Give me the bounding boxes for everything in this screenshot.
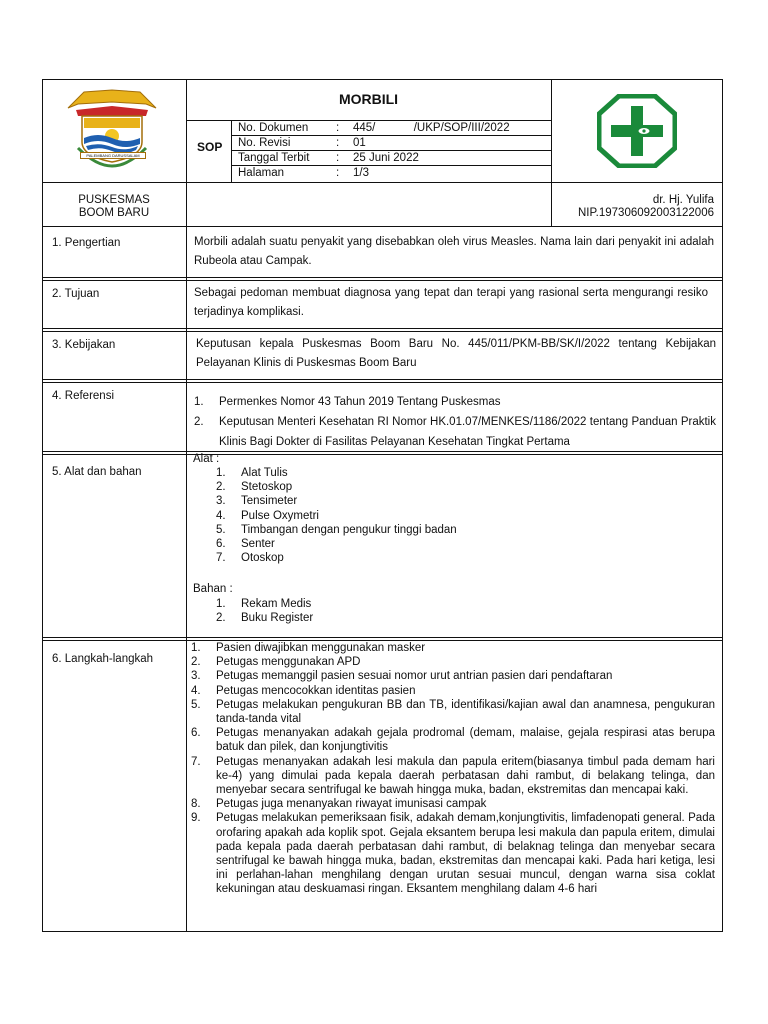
signer-name: dr. Hj. Yulifa xyxy=(652,194,714,206)
tujuan-text: Sebagai pedoman membuat diagnosa yang tepat dan terapi yang rasional serta mengurangi resiko terjadinya komplikasi. xyxy=(194,287,708,318)
signer xyxy=(552,194,714,219)
meta-sep-halaman: : xyxy=(336,167,340,179)
list-item: 3. Tensimeter xyxy=(216,495,298,508)
list-item: 1. Rekam Medis xyxy=(216,598,312,610)
meta-sep-dokumen: : xyxy=(336,122,340,134)
meta-sep-revisi: : xyxy=(336,137,340,149)
list-item: 2. Petugas menggunakan APD xyxy=(191,656,361,669)
list-item: 4. Pulse Oxymetri xyxy=(216,509,319,522)
meta-label-halaman: Halaman xyxy=(238,167,285,179)
org-name xyxy=(42,194,186,219)
meta-sep-tanggal: : xyxy=(336,152,340,164)
meta-label-tanggal: Tanggal Terbit xyxy=(238,152,310,164)
signer-nip: NIP.197306092003122006 xyxy=(577,206,714,219)
logo-caption: PALEMBANG DARUSSALAM xyxy=(80,152,146,159)
bahan-list xyxy=(216,597,516,625)
list-item: 4. Petugas mencocokkan identitas pasien xyxy=(191,684,416,697)
referensi-list xyxy=(194,392,716,452)
list-item: 8. Petugas juga menanyakan riwayat imunisasi campak xyxy=(191,798,487,811)
meta-label-revisi: No. Revisi xyxy=(238,137,291,149)
list-item: 2. Stetoskop xyxy=(216,481,293,494)
page-title: MORBILI xyxy=(338,91,399,107)
palembang-logo xyxy=(66,86,158,168)
pengertian-text: Morbili adalah suatu penyakit yang disebabkan oleh virus Measles. Nama lain dari penyakit ini adalah Rubeola atau Campak. xyxy=(194,236,714,267)
org-line-2: BOOM BARU xyxy=(78,206,150,219)
langkah-list xyxy=(191,641,715,897)
list-item: 5. Timbangan dengan pengukur tinggi badan xyxy=(216,523,457,536)
list-item: 1. Alat Tulis xyxy=(216,467,288,479)
kebijakan-text: Keputusan kepala Puskesmas Boom Baru No. 445/011/PKM-BB/SK/I/2022 tentang Kebijakan Pelayanan Klinis di Puskesmas Boom Baru xyxy=(196,338,716,369)
alat-title: Alat : xyxy=(193,453,220,465)
list-item: 2. Buku Register xyxy=(216,612,314,625)
meta-value-revisi: 01 xyxy=(353,137,366,149)
org-line-1: PUSKESMAS xyxy=(78,194,150,206)
list-item: 9. Petugas melakukan pemeriksaan fisik, adakah demam,konjungtivitis, limfadenopati general. Pada orofaring apakah ada koplik spot. Gejala eksantem berupa lesi makula dan papula eritem, dimulai pada kepala pada daerah perbatasan dahi rambut, di belaknag telinga dan menyebar secara sentrifugal ke bawah hingga muka, badan, ekstremitas dan mencapai kaki. Pada hari ketiga, lesi ini perlahan-lahan menghilang dengan urutan sesuai muncul, dengan warna sisa coklat kekuningan atau deskuamasi ringan. Eksantem menghilang dalam 4-6 hari xyxy=(191,812,715,896)
sop-label: SOP xyxy=(197,140,223,154)
meta-value-tanggal: 25 Juni 2022 xyxy=(353,152,419,164)
label-referensi: 4. Referensi xyxy=(52,390,115,402)
list-item: 1. Pasien diwajibkan menggunakan masker xyxy=(191,642,426,654)
list-item: 3. Petugas memanggil pasien sesuai nomor urut antrian pasien dari pendaftaran xyxy=(191,670,613,683)
label-langkah: 6. Langkah-langkah xyxy=(52,653,154,665)
list-item: 5. Petugas melakukan pengukuran BB dan TB, identifikasi/kajian awal dan anamnesa, pengukuran tanda-tanda vital xyxy=(191,698,715,726)
list-item: 7. Petugas menanyakan adakah lesi makula dan papula eritem(biasanya timbul pada demam hari ke-4) yang dimulai pada kepala daerah perbatasan dahi rambut, di belakang telinga, dan menyebar secara sentrifugal ke bawah hingga muka, badan, ekstremitas dan mencapai kaki. xyxy=(191,755,715,797)
list-item: 2. Keputusan Menteri Kesehatan RI Nomor HK.01.07/MENKES/1186/2022 tentang Panduan Praktik Klinis Bagi Dokter di Fasilitas Pelayanan Kesehatan Tingkat Pertama xyxy=(194,416,716,448)
puskesmas-logo xyxy=(597,94,677,168)
label-tujuan: 2. Tujuan xyxy=(52,288,100,300)
label-pengertian: 1. Pengertian xyxy=(52,237,121,249)
list-item: 1. Permenkes Nomor 43 Tahun 2019 Tentang Puskesmas xyxy=(194,396,501,408)
list-item: 6. Petugas menanyakan adakah gejala prodromal (demam, malaise, gejala respirasi atas berupa batuk dan pilek, dan konjungtivitis xyxy=(191,727,715,754)
meta-value-dokumen: 445/ /UKP/SOP/III/2022 xyxy=(353,122,510,134)
list-item: 7. Otoskop xyxy=(216,552,284,565)
meta-label-dokumen: No. Dokumen xyxy=(238,122,309,134)
alat-list xyxy=(216,466,516,565)
meta-value-halaman: 1/3 xyxy=(353,167,369,179)
label-alat-bahan: 5. Alat dan bahan xyxy=(52,466,142,478)
label-kebijakan: 3. Kebijakan xyxy=(52,339,116,351)
bahan-title: Bahan : xyxy=(193,583,233,595)
list-item: 6. Senter xyxy=(216,538,275,551)
